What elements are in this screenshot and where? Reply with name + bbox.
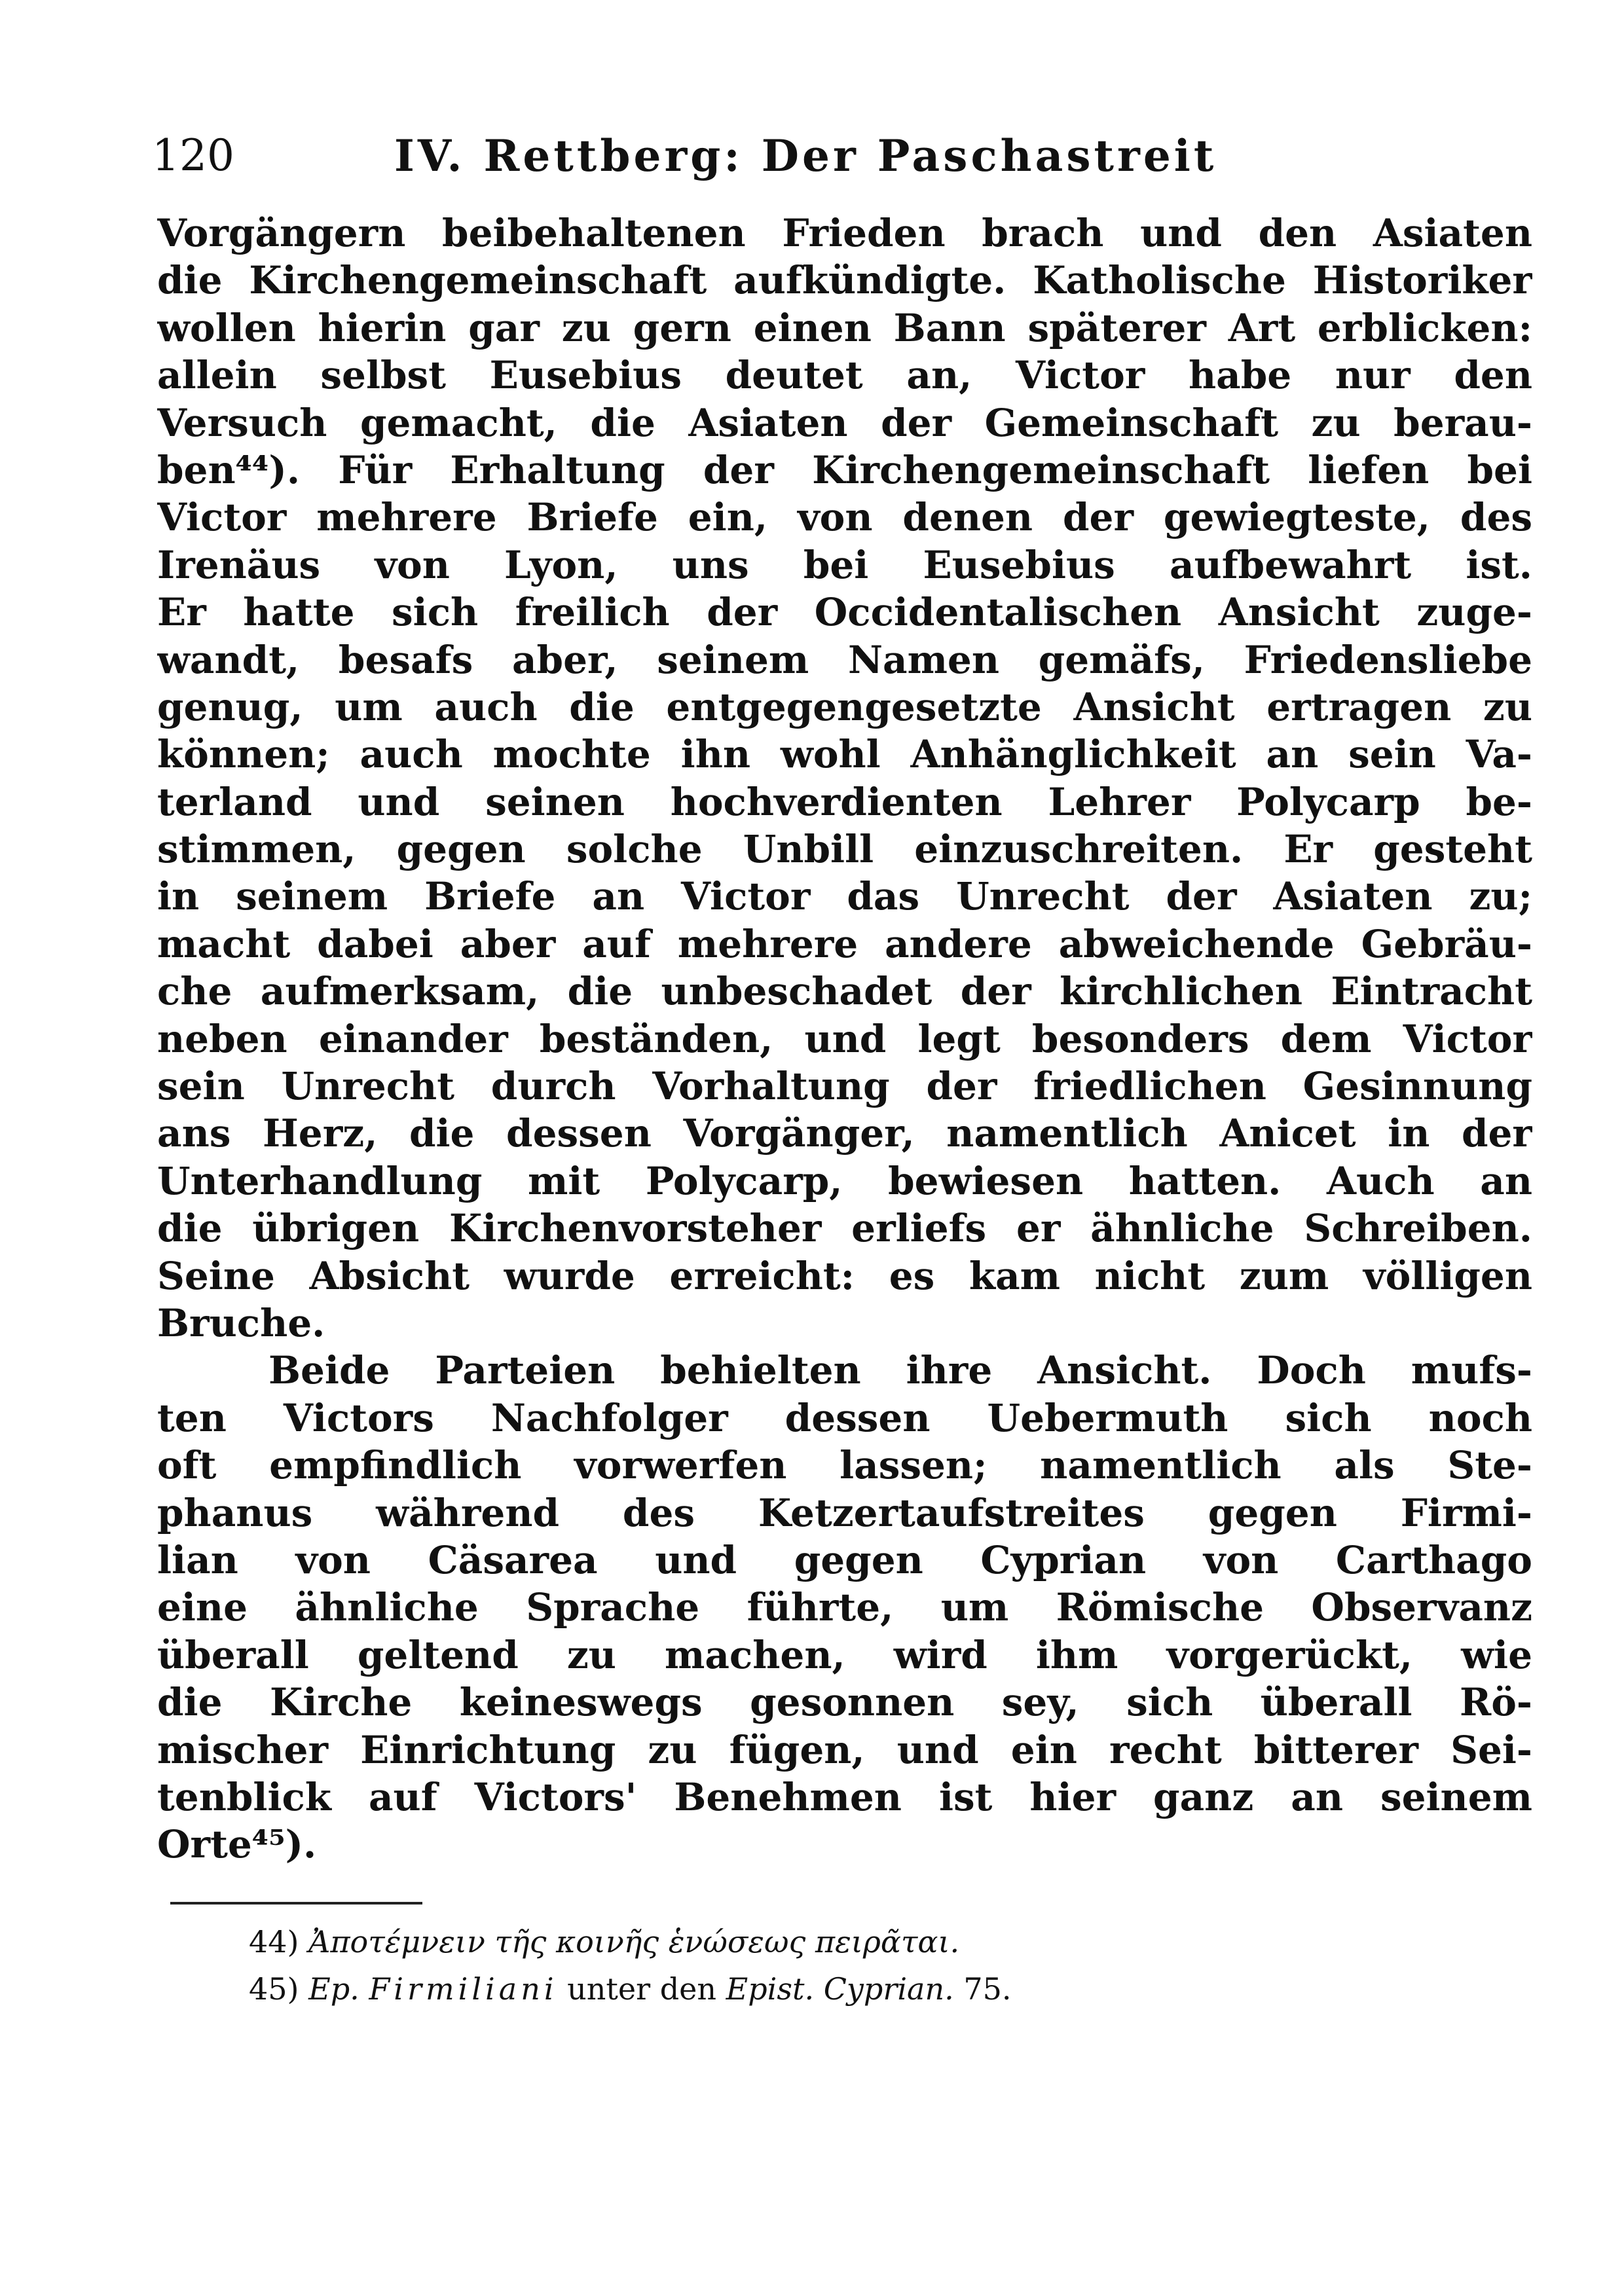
text-line: Victor mehrere Briefe ein, von denen der gewiegteste, des [157,495,1532,540]
footnote-ep: Ep. [308,1971,360,2007]
text-line: Seine Absicht wurde erreicht: es kam nicht zum völligen [157,1253,1532,1298]
text-line: genug, um auch die entgegengesetzte Ansicht ertragen zu [157,684,1532,729]
footnote-text: Ἀποτέμνειν τῆς κοινῆς ἑνώσεως πειρᾶται. [308,1924,960,1959]
footnote-mark: 45) [249,1971,299,2007]
text-line: Orte⁴⁵). [157,1822,317,1867]
text-line: lian von Cäsarea und gegen Cyprian von Carthago [157,1537,1532,1582]
text-line: terland und seinen hochverdienten Lehrer Polycarp be- [157,779,1532,824]
text-line: Versuch gemacht, die Asiaten der Gemeinschaft zu berau- [157,400,1532,445]
text-line: sein Unrecht durch Vorhaltung der friedlichen Gesinnung [157,1064,1532,1109]
text-line: die übrigen Kirchenvorsteher erliefs er ähnliche Schreiben. [157,1206,1532,1251]
text-line: Er hatte sich freilich der Occidentalischen Ansicht zuge- [157,590,1532,635]
text-line: Vorgängern beibehaltenen Frieden brach und den Asiaten [157,211,1532,255]
text-line: ten Victors Nachfolger dessen Uebermuth sich noch [157,1395,1532,1440]
text-line: tenblick auf Victors' Benehmen ist hier ganz an seinem [157,1774,1532,1819]
text-line: die Kirche keineswegs gesonnen sey, sich überall Rö- [157,1680,1532,1725]
text-line: neben einander beständen, und legt besonders dem Victor [157,1016,1532,1061]
text-line: oft empfindlich vorwerfen lassen; namentlich als Ste- [157,1443,1532,1488]
text-line: ans Herz, die dessen Vorgänger, namentlich Anicet in der [157,1111,1532,1156]
text-line: stimmen, gegen solche Unbill einzuschreiten. Er gesteht [157,827,1532,872]
text-line: überall geltend zu machen, wird ihm vorgerückt, wie [157,1632,1532,1677]
text-line: eine ähnliche Sprache führte, um Römische Observanz [157,1585,1532,1630]
text-line: können; auch mochte ihn wohl Anhänglichkeit an sein Va- [157,732,1532,777]
text-line: mischer Einrichtung zu fügen, und ein recht bitterer Sei- [157,1727,1532,1772]
text-line: ben⁴⁴). Für Erhaltung der Kirchengemeinschaft liefen bei [157,447,1532,492]
text-line: wollen hierin gar zu gern einen Bann späterer Art erblicken: [157,305,1532,350]
footnote-44 [249,1918,1493,1965]
text-line: allein selbst Eusebius deutet an, Victor habe nur den [157,353,1532,398]
text-line: die Kirchengemeinschaft aufkündigte. Katholische Historiker [157,258,1532,303]
text-line: wandt, besafs aber, seinem Namen gemäfs, Friedensliebe [157,637,1532,682]
footnote-name: Firmiliani [369,1971,558,2007]
text-line: che aufmerksam, die unbeschadet der kirchlichen Eintracht [157,969,1532,1014]
footnote-epist: Epist. Cyprian. [726,1971,954,2007]
footnote-mid: unter den [567,1971,717,2007]
text-line: macht dabei aber auf mehrere andere abweichende Gebräu- [157,921,1532,966]
text-line: phanus während des Ketzertaufstreites gegen Firmi- [157,1490,1532,1535]
footnote-45 [249,1965,1493,2013]
running-title: IV. Rettberg: Der Paschastreit [394,130,1217,181]
footnote-mark: 44) [249,1924,299,1959]
text-line: Unterhandlung mit Polycarp, bewiesen hatten. Auch an [157,1158,1532,1203]
body-text [157,210,1532,1868]
footnotes [249,1918,1493,2013]
footnote-divider [170,1902,422,1904]
text-line: in seinem Briefe an Victor das Unrecht der Asiaten zu; [157,874,1532,919]
text-line: Bruche. [157,1300,325,1345]
text-line: Beide Parteien behielten ihre Ansicht. Doch mufs- [268,1348,1532,1393]
page-number: 120 [152,130,234,181]
text-line: Irenäus von Lyon, uns bei Eusebius aufbewahrt ist. [157,542,1532,587]
footnote-num: 75. [963,1971,1012,2007]
